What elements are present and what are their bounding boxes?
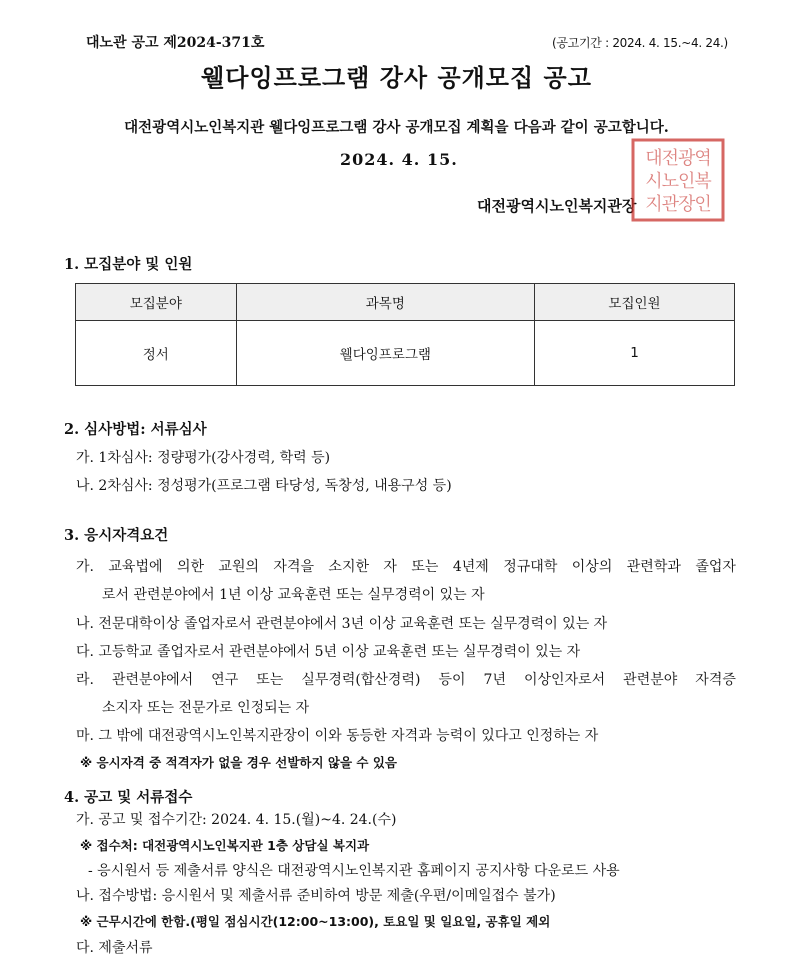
working-hours-note: ※ 근무시간에 한함.(평일 점심시간(12:00~13:00), 토요일 및 일요일, 공휴일 제외 — [80, 914, 551, 929]
svg-text:대전광역: 대전광역 — [645, 148, 711, 169]
word: 등이 — [438, 672, 466, 688]
qualification-e: 마. 그 밖에 대전광역시노인복지관장이 이와 동등한 자격과 능력이 있다고 인정하는 자 — [76, 728, 599, 744]
word: 관련분야에서 — [112, 672, 194, 688]
required-documents: 다. 제출서류 — [76, 940, 153, 956]
notice-number: 대노관 공고 제2024-371호 — [86, 35, 265, 51]
section-1-heading: 1. 모집분야 및 인원 — [64, 256, 193, 273]
reception-note: ※ 접수처: 대전광역시노인복지관 1층 상담실 복지과 — [80, 838, 370, 853]
application-method: 나. 접수방법: 응시원서 및 제출서류 준비하여 방문 제출(우편/이메일접수 불가) — [76, 888, 556, 904]
col-header-subject: 과목명 — [236, 284, 534, 321]
qualification-d-line2: 소지자 또는 전문가로 인정되는 자 — [102, 700, 310, 716]
qualification-a-line1 — [76, 556, 736, 576]
word: 교육법에 — [108, 559, 163, 575]
word: 자 — [383, 559, 397, 575]
word: 졸업자 — [695, 559, 736, 575]
col-header-count: 모집인원 — [535, 284, 735, 321]
word: 소지한 — [328, 559, 369, 575]
notice-period: (공고기간 : 2024. 4. 15.~4. 24.) — [552, 36, 728, 50]
list-item: 나. 2차심사: 정성평가(프로그램 타당성, 독창성, 내용구성 등) — [76, 478, 452, 494]
qualification-note: ※ 응시자격 중 적격자가 없을 경우 선발하지 않을 수 있음 — [80, 755, 397, 770]
svg-text:지관장인: 지관장인 — [645, 194, 711, 215]
word: 4년제 — [452, 559, 489, 575]
word: 자격을 — [273, 559, 314, 575]
word: 자격증 — [695, 672, 736, 688]
section-4-heading: 4. 공고 및 서류접수 — [64, 789, 193, 806]
section-2-heading: 2. 심사방법: 서류심사 — [64, 421, 207, 438]
qualification-a-line2: 로서 관련분야에서 1년 이상 교육훈련 또는 실무경력이 있는 자 — [102, 587, 485, 603]
word: 또는 — [411, 559, 439, 575]
qualification-c: 다. 고등학교 졸업자로서 관련분야에서 5년 이상 교육훈련 또는 실무경력이 있는 자 — [76, 644, 581, 660]
table-row — [76, 321, 735, 386]
recruitment-table — [75, 283, 735, 386]
section-3-heading: 3. 응시자격요건 — [64, 527, 169, 544]
word: 정규대학 — [503, 559, 558, 575]
word: 의한 — [176, 559, 204, 575]
application-period: 가. 공고 및 접수기간: 2024. 4. 15.(월)~4. 24.(수) — [76, 812, 397, 828]
word: 이상의 — [571, 559, 613, 575]
form-download-note: - 응시원서 등 제출서류 양식은 대전광역시노인복지관 홈페이지 공지사항 다운로드 사용 — [88, 863, 620, 879]
word: 관련학과 — [626, 559, 681, 575]
word: 또는 — [256, 672, 284, 688]
official-seal — [630, 137, 726, 223]
word: 연구 — [211, 672, 239, 688]
notice-date: 2024. 4. 15. — [340, 150, 458, 169]
list-item: 가. 1차심사: 정량평가(강사경력, 학력 등) — [76, 450, 331, 466]
intro-sentence: 대전광역시노인복지관 웰다잉프로그램 강사 공개모집 계획을 다음과 같이 공고합니다. — [124, 119, 669, 136]
svg-text:시노인복: 시노인복 — [645, 171, 711, 192]
word: 라. — [76, 672, 94, 688]
document-title: 웰다잉프로그램 강사 공개모집 공고 — [201, 63, 592, 92]
word: 교원의 — [218, 559, 259, 575]
word: 7년 — [483, 672, 506, 688]
word: 이상인자로서 — [524, 672, 606, 688]
word: 관련분야 — [623, 672, 678, 688]
cell-count: 1 — [535, 321, 735, 386]
cell-subject: 웰다잉프로그램 — [236, 321, 534, 386]
organization-name: 대전광역시노인복지관장 — [477, 197, 637, 215]
qualification-d-line1 — [76, 669, 736, 689]
qualification-b: 나. 전문대학이상 졸업자로서 관련분야에서 3년 이상 교육훈련 또는 실무경력이 있는 자 — [76, 616, 608, 632]
cell-field: 정서 — [76, 321, 237, 386]
word: 실무경력(합산경력) — [301, 672, 421, 688]
table-header-row — [76, 284, 735, 321]
word: 가. — [76, 559, 94, 575]
col-header-field: 모집분야 — [76, 284, 237, 321]
